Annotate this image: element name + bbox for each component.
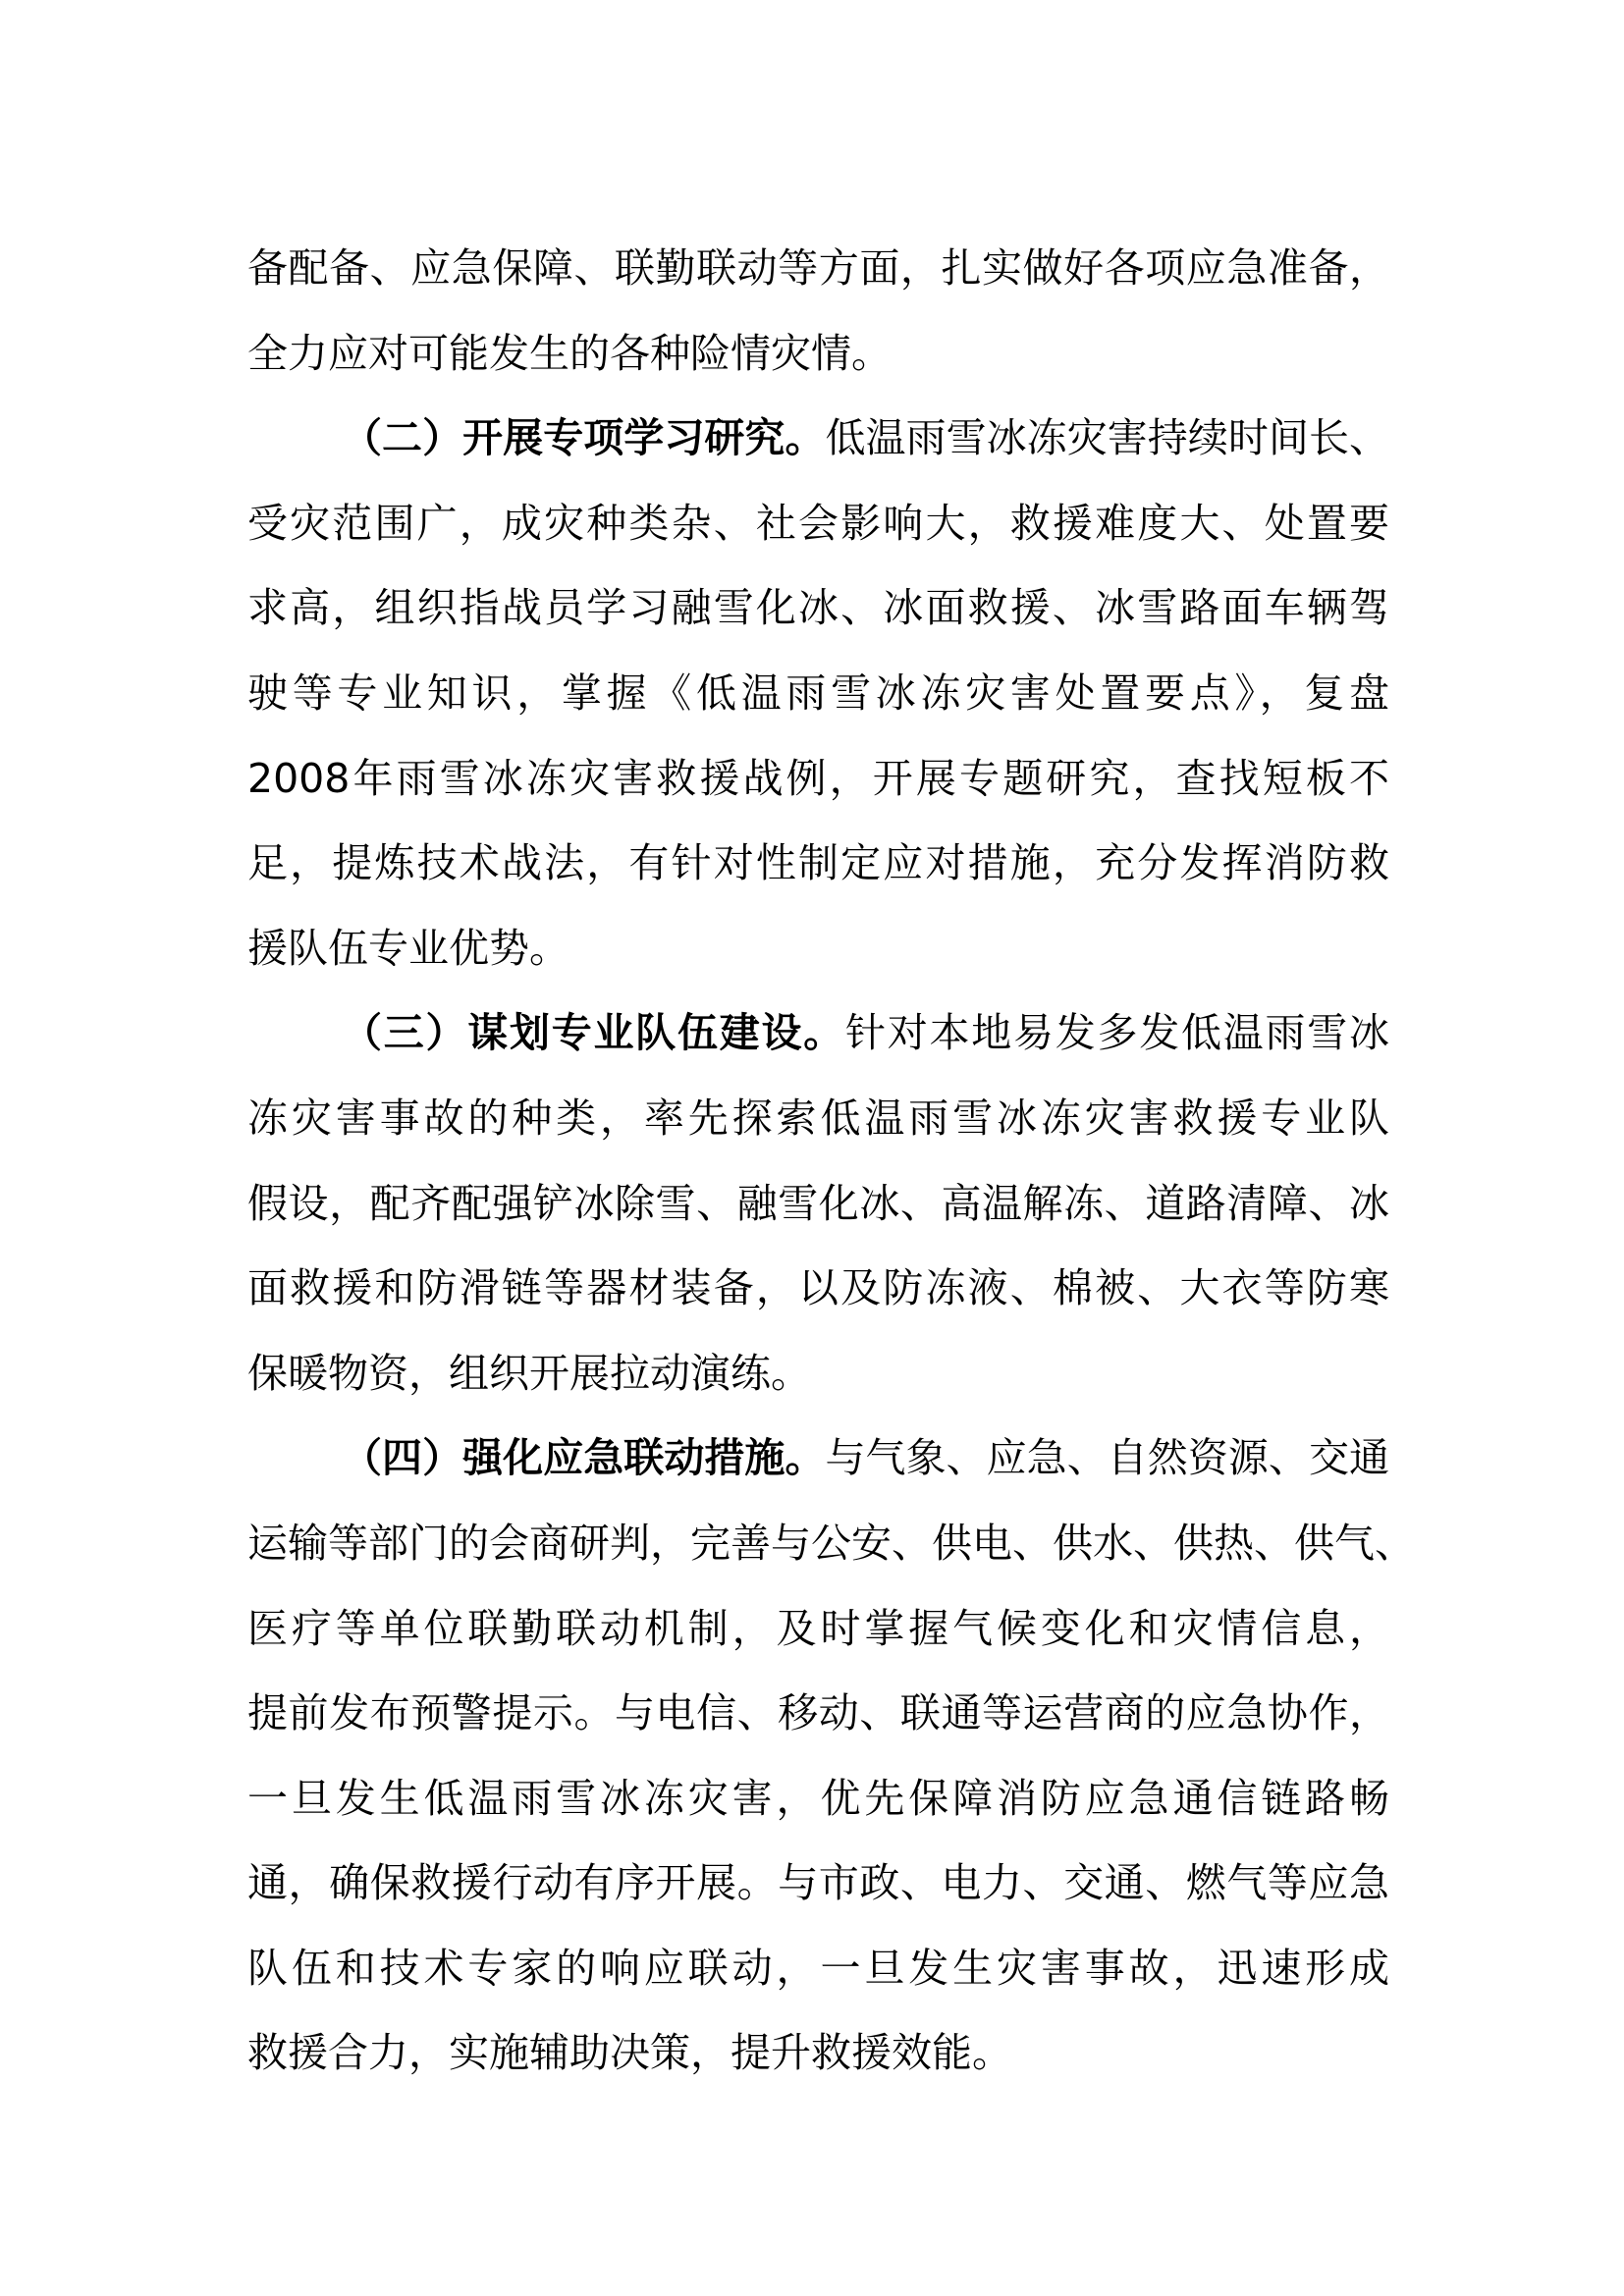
paragraph <box>247 226 1389 396</box>
line-text: 假设，配齐配强铲冰除雪、融雪化冰、高温解冻、道路清障、冰 <box>247 1179 1389 1227</box>
line-text: 运输等部门的会商研判，完善与公安、供电、供水、供热、供气、 <box>247 1519 1415 1567</box>
line-text: 通，确保救援行动有序开展。与市政、电力、交通、燃气等应急 <box>247 1859 1389 1907</box>
text-line <box>247 1331 1389 1416</box>
line-text: 备配备、应急保障、联勤联动等方面，扎实做好各项应急准备， <box>247 244 1389 292</box>
line-text: 救援合力，实施辅助决策，提升救援效能。 <box>247 2029 1012 2077</box>
text-line <box>247 311 1389 397</box>
text-line <box>247 565 1389 651</box>
text-line <box>247 1926 1389 2011</box>
section-heading: （二）开展专项学习研究。 <box>342 414 826 462</box>
text-line <box>247 736 1389 822</box>
text-line <box>247 1076 1389 1161</box>
text-line <box>247 651 1389 736</box>
text-line <box>247 1501 1415 1586</box>
line-text: 受灾范围广，成灾种类杂、社会影响大，救援难度大、处置要 <box>247 499 1389 547</box>
line-text: 提前发布预警提示。与电信、移动、联通等运营商的应急协作， <box>247 1689 1389 1737</box>
line-text: 保暖物资，组织开展拉动演练。 <box>247 1349 811 1397</box>
line-text: 全力应对可能发生的各种险情灾情。 <box>247 329 892 377</box>
text-line <box>247 226 1389 311</box>
text-line <box>247 1756 1389 1842</box>
line-text: 足，提炼技术战法，有针对性制定应对措施，充分发挥消防救 <box>247 839 1389 887</box>
text-line <box>247 990 1389 1076</box>
text-line <box>247 2010 1389 2096</box>
line-text: 2008年雨雪冰冻灾害救援战例，开展专题研究，查找短板不 <box>247 754 1389 802</box>
line-text: 与气象、应急、自然资源、交通 <box>825 1434 1390 1482</box>
line-text: 冻灾害事故的种类，率先探索低温雨雪冰冻灾害救援专业队 <box>247 1094 1389 1142</box>
line-text: 援队伍专业优势。 <box>247 924 569 972</box>
paragraph <box>247 396 1389 990</box>
text-line <box>247 481 1389 566</box>
line-text: 针对本地易发多发低温雨雪冰 <box>845 1009 1389 1057</box>
paragraph <box>247 990 1389 1415</box>
text-line <box>247 1841 1389 1926</box>
line-text: 低温雨雪冰冻灾害持续时间长、 <box>825 414 1390 462</box>
line-text: 面救援和防滑链等器材装备，以及防冻液、棉被、大衣等防寒 <box>247 1264 1389 1312</box>
line-text: 一旦发生低温雨雪冰冻灾害，优先保障消防应急通信链路畅 <box>247 1774 1389 1822</box>
document-body <box>247 226 1415 2096</box>
text-line <box>247 906 1389 991</box>
line-text: 求高，组织指战员学习融雪化冰、冰面救援、冰雪路面车辆驾 <box>247 584 1389 632</box>
text-line <box>247 821 1389 906</box>
line-text: 队伍和技术专家的响应联动，一旦发生灾害事故，迅速形成 <box>247 1944 1389 1992</box>
text-line <box>247 1671 1389 1756</box>
text-line <box>247 1161 1389 1247</box>
text-line <box>247 396 1389 481</box>
text-line <box>247 1246 1389 1331</box>
line-text: 医疗等单位联勤联动机制，及时掌握气候变化和灾情信息， <box>247 1604 1389 1652</box>
text-line <box>247 1586 1389 1672</box>
section-heading: （三）谋划专业队伍建设。 <box>342 1009 845 1057</box>
paragraph <box>247 1415 1415 2096</box>
text-line <box>247 1415 1389 1501</box>
section-heading: （四）强化应急联动措施。 <box>342 1434 826 1482</box>
line-text: 驶等专业知识，掌握《低温雨雪冰冻灾害处置要点》，复盘 <box>247 668 1389 717</box>
